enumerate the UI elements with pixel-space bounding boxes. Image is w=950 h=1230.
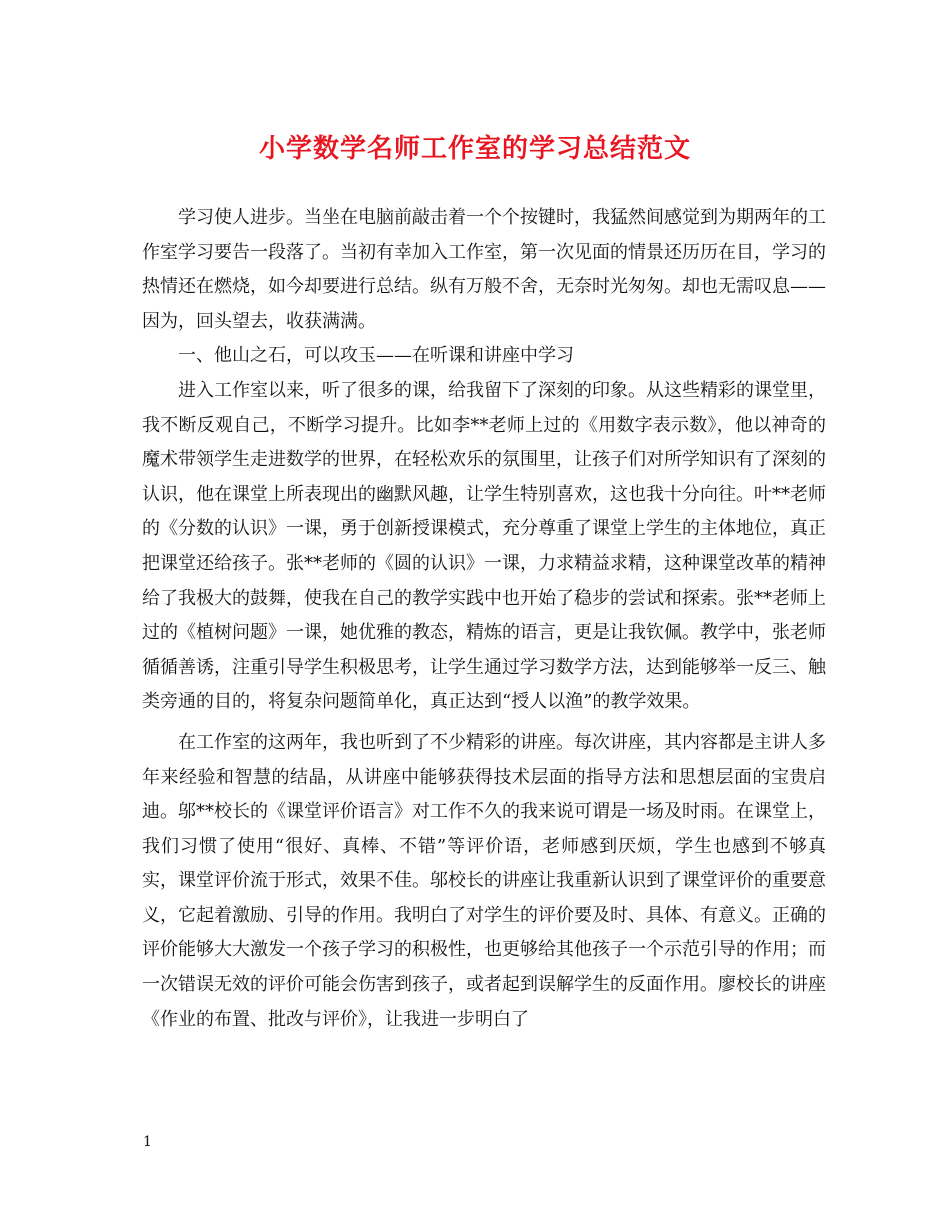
document-body — [142, 201, 826, 1037]
document-title: 小学数学名师工作室的学习总结范文 — [258, 134, 691, 164]
paragraph-lectures: 在工作室的这两年，我也听到了不少精彩的讲座。每次讲座，其内容都是主讲人多年来经验和智慧的结晶，从讲座中能够获得技术层面的指导方法和思想层面的宝贵启迪。邬**校长的《课堂评价语言》对工作不久的我来说可谓是一场及时雨。在课堂上，我们习惯了使用“很好、真棒、不错”等评价语，老师感到厌烦，学生也感到不够真实，课堂评价流于形式，效果不佳。邬校长的讲座让我重新认识到了课堂评价的重要意义，它起着激励、引导的作用。我明白了对学生的评价要及时、具体、有意义。正确的评价能够大大激发一个孩子学习的积极性，也更够给其他孩子一个示范引导的作用；而一次错误无效的评价可能会伤害到孩子，或者起到误解学生的反面作用。廖校长的讲座《作业的布置、批改与评价》，让我进一步明白了 — [142, 731, 826, 1030]
paragraph-lessons: 进入工作室以来，听了很多的课，给我留下了深刻的印象。从这些精彩的课堂里，我不断反观自己，不断学习提升。比如李**老师上过的《用数字表示数》，他以神奇的魔术带领学生走进数学的世界，在轻松欢乐的氛围里，让孩子们对所学知识有了深刻的认识，他在课堂上所表现出的幽默风趣，让学生特别喜欢，这也我十分向往。叶**老师的《分数的认识》一课，勇于创新授课模式，充分尊重了课堂上学生的主体地位，真正把课堂还给孩子。张**老师的《圆的认识》一课，力求精益求精，这种课堂改革的精神给了我极大的鼓舞，使我在自己的教学实践中也开始了稳步的尝试和探索。张**老师上过的《植树问题》一课，她优雅的教态，精炼的语言，更是让我钦佩。教学中，张老师循循善诱，注重引导学生积极思考，让学生通过学习数学方法，达到能够举一反三、触类旁通的目的，将复杂问题简单化，真正达到“授人以渔”的教学效果。 — [142, 379, 826, 713]
page-number: 1 — [143, 1134, 152, 1150]
paragraph-intro: 学习使人进步。当坐在电脑前敲击着一个个按键时，我猛然间感觉到为期两年的工作室学习要告一段落了。当初有幸加入工作室，第一次见面的情景还历历在目，学习的热情还在燃烧，如今却要进行总结。纵有万般不舍，无奈时光匆匆。却也无需叹息——因为，回头望去，收获满满。 — [142, 207, 826, 332]
section-heading-1: 一、他山之石，可以攻玉——在听课和讲座中学习 — [178, 345, 574, 367]
